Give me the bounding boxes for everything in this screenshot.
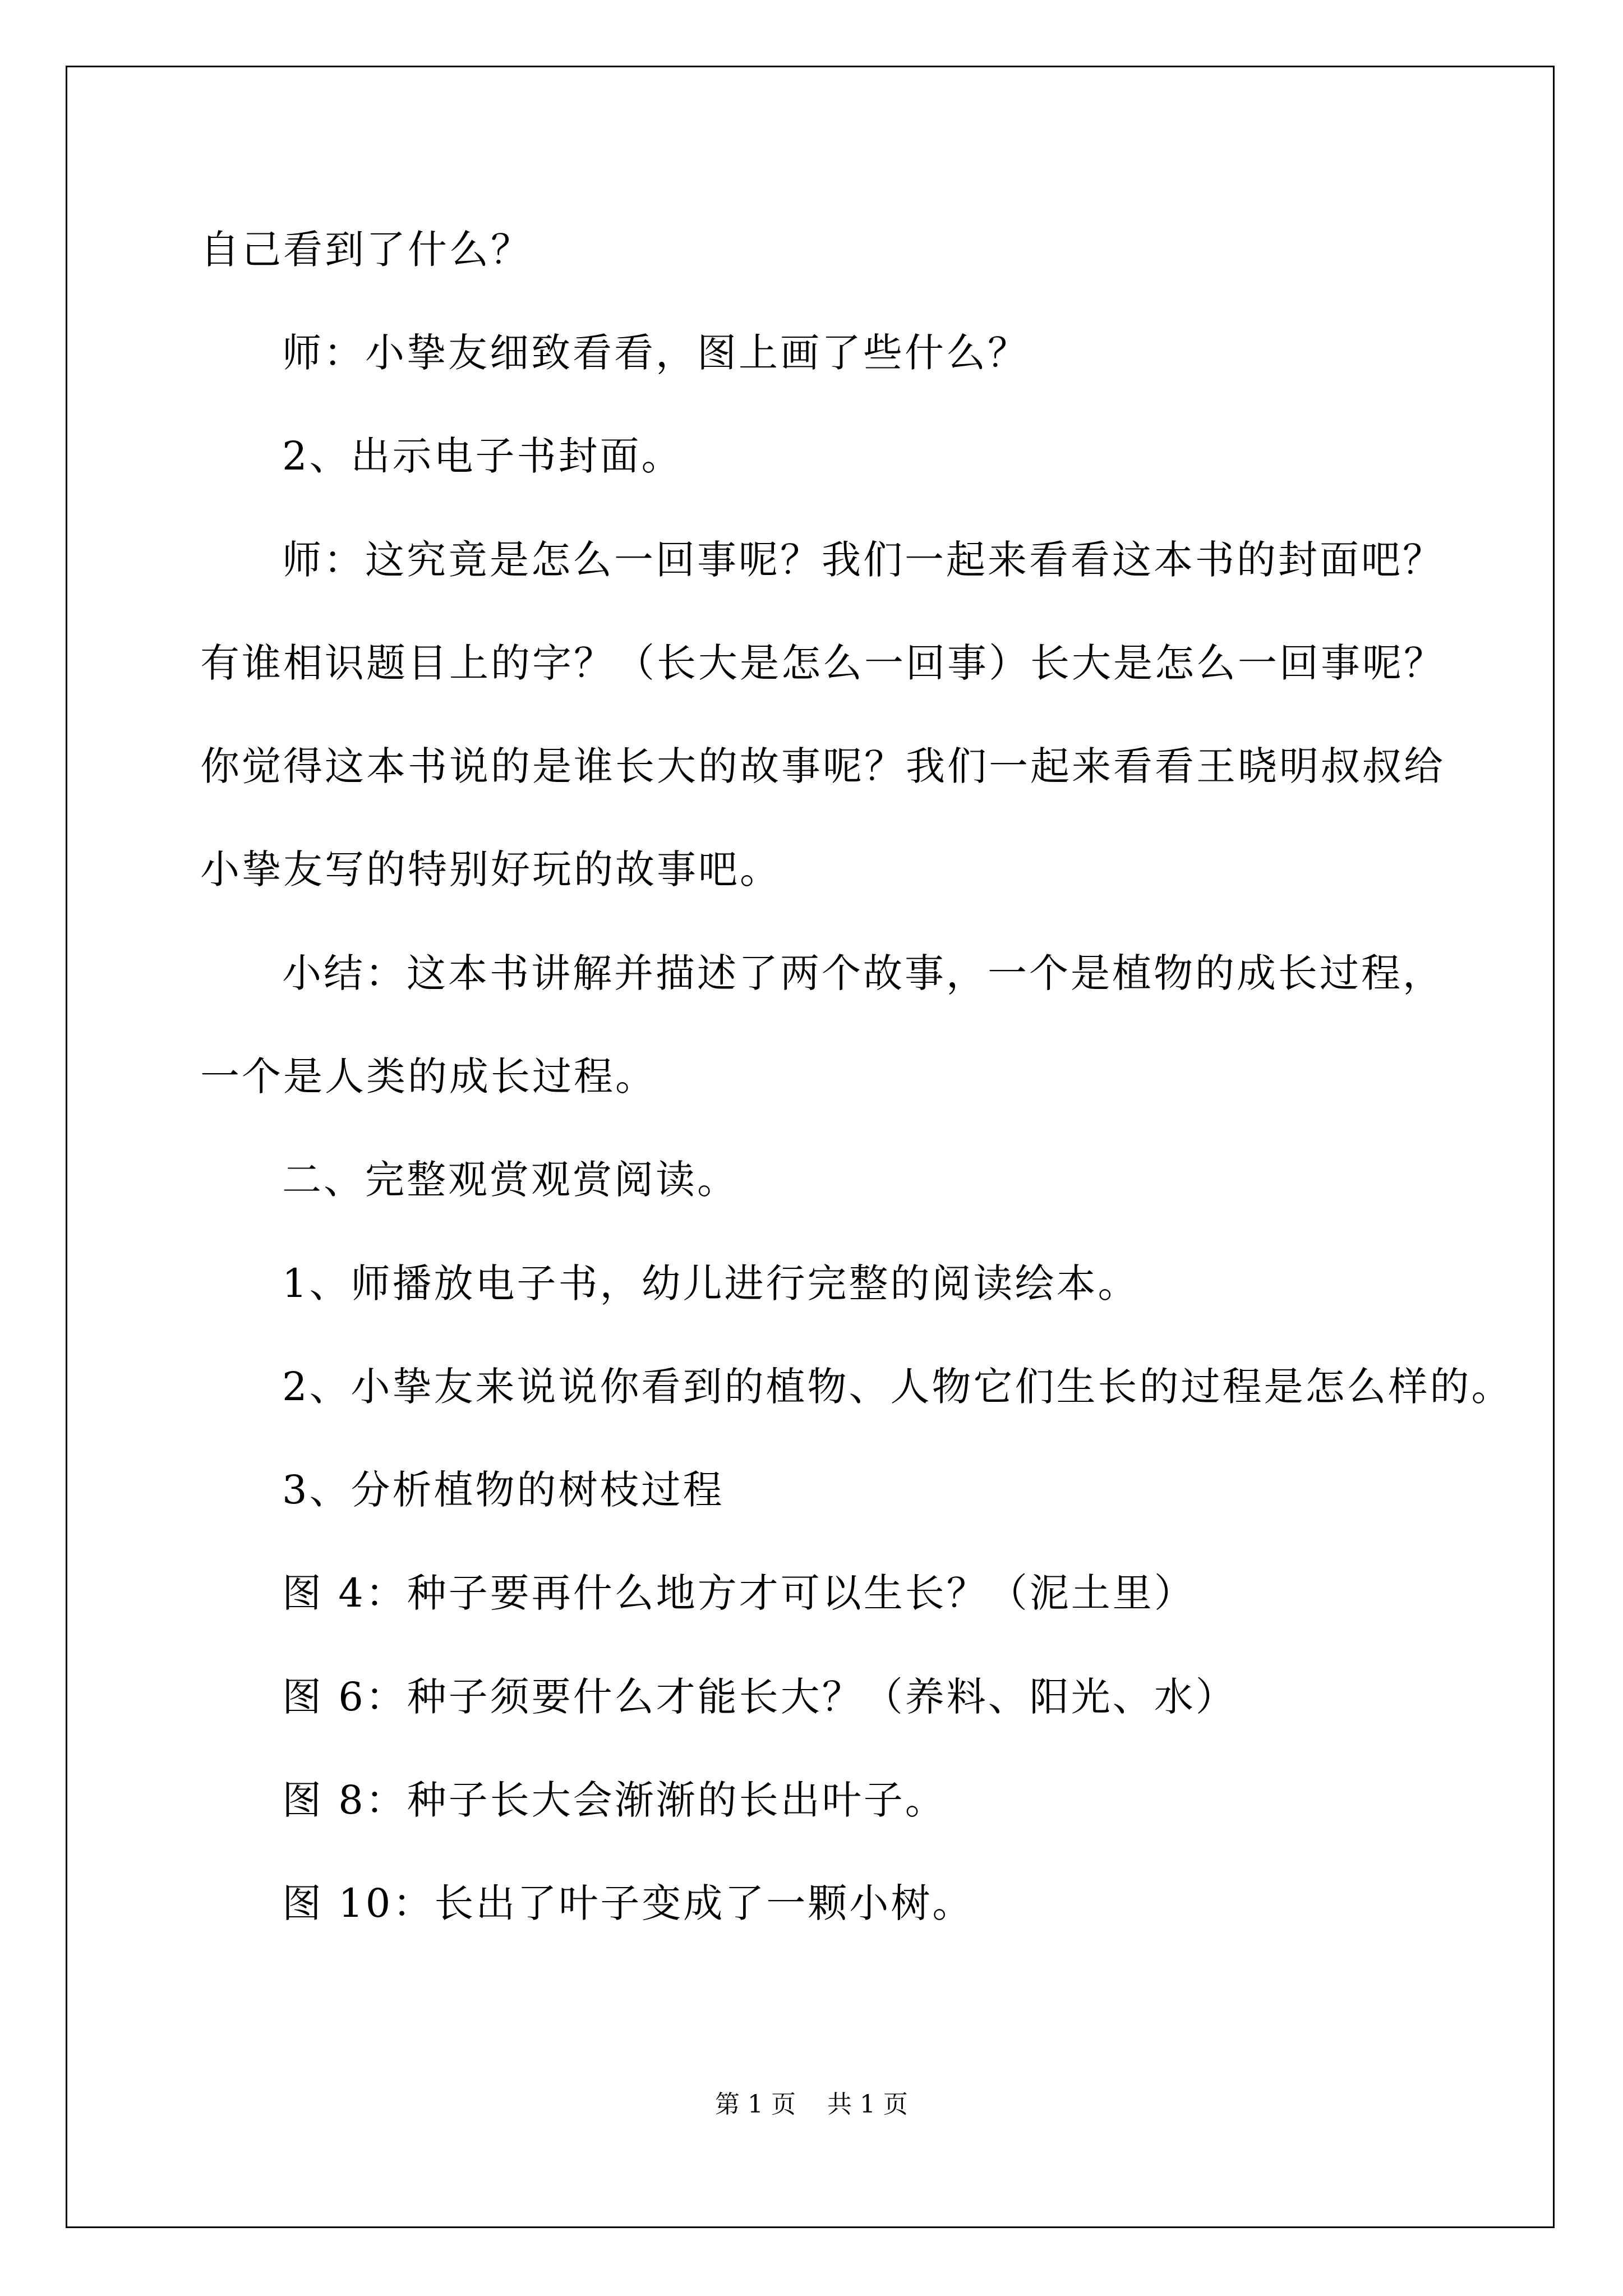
text-line: 2、出示电子书封面。 (282, 433, 683, 479)
text-line: 自己看到了什么？ (200, 227, 532, 273)
text-line: 1、师播放电子书，幼儿进行完整的阅读绘本。 (282, 1260, 1140, 1306)
text-line: 小结：这本书讲解并描述了两个故事，一个是植物的成长过程， (282, 950, 1444, 996)
text-line: 3、分析植物的树枝过程 (282, 1467, 725, 1513)
text-line: 图 6：种子须要什么才能长大？（养料、阳光、水） (282, 1674, 1237, 1720)
page-footer: 第 1 页 共 1 页 (715, 2090, 908, 2119)
text-line: 你觉得这本书说的是谁长大的故事呢？我们一起来看看王晓明叔叔给 (200, 743, 1445, 789)
text-line: 图 10：长出了叶子变成了一颗小树。 (282, 1880, 974, 1926)
text-line: 小挚友写的特别好玩的故事吧。 (200, 846, 781, 892)
text-line: 2、小挚友来说说你看到的植物、人物它们生长的过程是怎么样的。 (282, 1364, 1513, 1410)
text-line: 图 4：种子要再什么地方才可以生长？（泥土里） (282, 1570, 1196, 1616)
text-line: 有谁相识题目上的字？（长大是怎么一回事）长大是怎么一回事呢？ (200, 640, 1445, 686)
text-line: 一个是人类的成长过程。 (200, 1053, 657, 1099)
text-line: 图 8：种子长大会渐渐的长出叶子。 (282, 1777, 947, 1823)
text-line: 二、完整观赏观赏阅读。 (282, 1157, 739, 1203)
text-line: 师：这究竟是怎么一回事呢？我们一起来看看这本书的封面吧？ (282, 537, 1444, 583)
text-line: 师：小挚友细致看看，图上画了些什么？ (282, 330, 1029, 376)
